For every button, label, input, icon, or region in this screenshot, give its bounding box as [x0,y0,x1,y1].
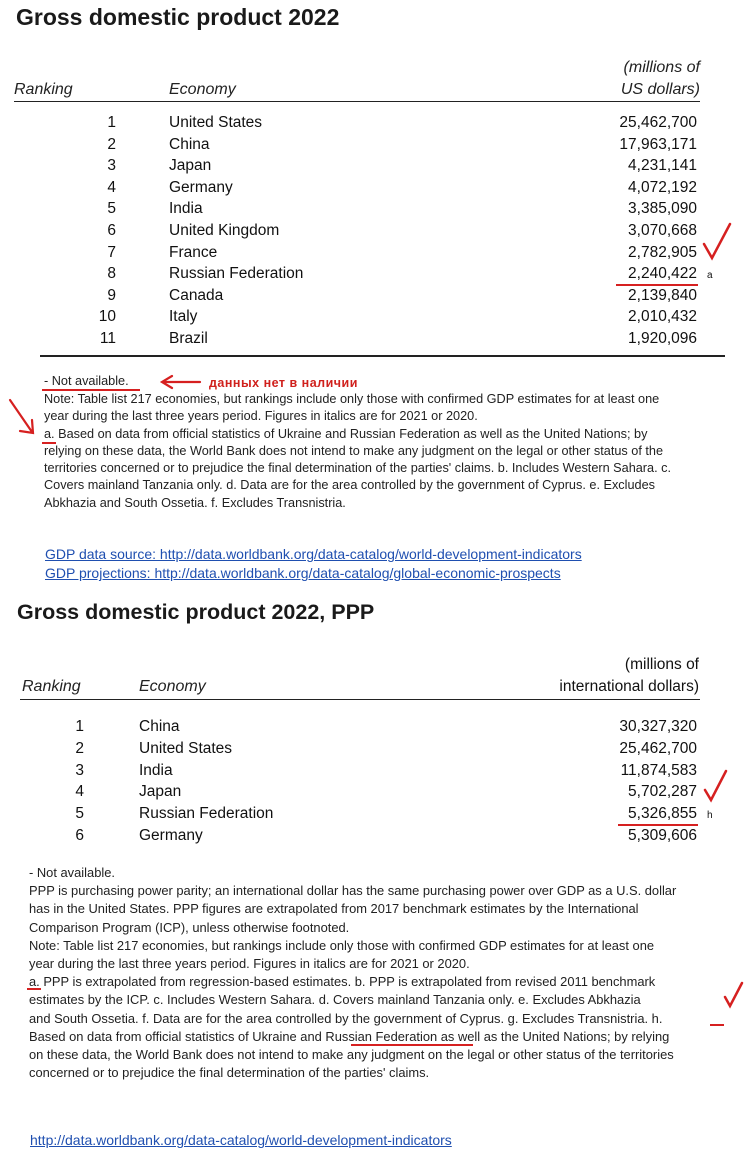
economy-cell: France [169,243,218,261]
red-arrow-left-icon [158,374,202,390]
footnote-marker: a [707,270,713,282]
table-row [0,803,751,824]
value-cell: 2,782,905 [628,243,697,261]
ppp-notes [29,864,676,1082]
table-row [0,306,751,327]
rank-cell: 5 [75,805,84,823]
table-row [0,263,751,284]
table-row [0,134,751,155]
value-cell: 2,010,432 [628,308,697,326]
rank-cell: 6 [75,827,84,844]
header-rule [14,101,700,102]
gdp-ppp-title: Gross domestic product 2022, PPP [17,600,375,624]
units-header-line2: US dollars) [620,81,700,98]
ppp-note-line: and South Ossetia. f. Data are for the area controlled by the government of Cyprus. g. Excludes Transnistria. h. [29,1010,663,1026]
rank-cell: 3 [107,157,116,175]
gdp-title: Gross domestic product 2022 [16,4,340,30]
table-row [0,825,751,846]
table-row [0,738,751,759]
value-cell: 2,240,422 [628,265,697,283]
gdp-note-line: Covers mainland Tanzania only. d. Data are for the area controlled by the government of Cyprus. e. Excludes [44,478,655,493]
value-cell: 2,139,840 [628,286,697,304]
ppp-units-header-line1: (millions of [624,656,699,673]
red-underline-russia [616,284,698,286]
rank-cell: 11 [99,330,116,347]
economy-cell: China [169,135,210,153]
value-cell: 25,462,700 [619,114,697,131]
value-cell: 5,326,855 [628,805,697,823]
economy-cell: India [169,200,203,218]
value-cell: 5,309,606 [628,827,697,844]
value-cell: 3,385,090 [628,200,697,218]
rank-cell: 8 [107,265,116,283]
ppp-note-line: Based on data from official statistics of Ukraine and Russian Federation as well as the United Nations; by relying [29,1028,670,1044]
russian-annotation: данных нет в наличии [209,376,358,390]
red-underline-footnote-h [710,1024,724,1026]
ppp-note-line: concerned or to prejudice the final determination of the parties' claims. [29,1065,430,1081]
gdp-note-line: year during the last three years period. Figures in italics are for 2021 or 2020. [44,409,478,424]
value-cell: 4,072,192 [628,178,697,196]
red-underline-russia-ppp [618,824,698,826]
economy-cell: Brazil [169,330,208,347]
table-row [0,155,751,176]
rank-cell: 2 [107,135,116,153]
table-row [0,328,751,349]
rank-cell: 1 [75,718,84,735]
ppp-units-header-line2: international dollars) [559,678,699,695]
economy-cell: Italy [169,308,198,326]
value-cell: 11,874,583 [620,761,697,779]
ppp-ranking-header: Ranking [22,678,81,695]
gdp-projections-link[interactable]: GDP projections: http://data.worldbank.org/data-catalog/global-economic-prospects [45,565,561,581]
economy-cell: Germany [139,827,203,844]
economy-cell: United States [169,114,263,131]
ppp-note-line: on these data, the World Bank does not intend to make any judgment on the legal or other status of the territories [29,1047,674,1063]
economy-cell: Canada [169,286,224,304]
rank-cell: 3 [75,761,84,779]
not-available-label: - Not available. [44,374,129,388]
rank-cell: 4 [75,783,84,801]
table-row [0,760,751,781]
rank-cell: 2 [75,739,84,757]
ppp-header-rule [20,699,700,700]
red-checkmark-ppp-icon [702,768,730,806]
footnote-marker: h [707,810,713,822]
rank-cell: 9 [107,286,116,304]
table-row [0,198,751,219]
value-cell: 30,327,320 [619,718,697,735]
gdp-note-line: a. Based on data from official statistics of Ukraine and Russian Federation as well as the United Nations; by [44,426,648,441]
table-row [0,220,751,241]
gdp-data-source-link[interactable]: GDP data source: http://data.worldbank.org/data-catalog/world-development-indicators [45,546,582,562]
table-row [0,242,751,263]
value-cell: 4,231,141 [628,157,697,175]
red-checkmark-icon [700,220,740,265]
ppp-economy-header: Economy [139,678,206,695]
rank-cell: 5 [107,200,116,218]
economy-cell: Japan [139,783,182,801]
value-cell: 5,702,287 [628,783,697,801]
rank-cell: 6 [107,222,116,239]
gdp-note-line: Abkhazia and South Ossetia. f. Excludes Transnistria. [44,495,346,510]
table-row [0,285,751,306]
table-row [0,781,751,802]
red-arrow-down-right-icon [6,396,40,440]
rank-cell: 1 [107,114,116,131]
red-underline-russian-federation [351,1044,473,1046]
ppp-note-line: has in the United States. PPP figures are extrapolated from 2017 benchmark estimates by the International [29,901,639,917]
ppp-note-line: PPP is purchasing power parity; an international dollar has the same purchasing power over GDP as a U.S. dollar [29,883,677,899]
value-cell: 3,070,668 [628,222,697,239]
ppp-note-line: - Not available. [29,865,115,880]
units-header-line1: (millions of [623,59,700,76]
economy-cell: China [139,718,180,735]
economy-cell: Japan [169,157,212,175]
table-bottom-rule [40,355,725,357]
ppp-note-line: a. PPP is extrapolated from regression-based estimates. b. PPP is extrapolated from revised 2011 benchmark [29,974,656,990]
economy-cell: India [139,761,173,779]
ppp-note-line: year during the last three years period. Figures in italics are for 2021 or 2020. [29,956,470,972]
gdp-notes [44,391,671,512]
ppp-note-line: Note: Table list 217 economies, but rankings include only those with confirmed GDP estimates for at least one [29,937,655,953]
economy-cell: United States [139,739,233,757]
red-checkmark-note-icon [722,980,746,1010]
economy-cell: United Kingdom [169,222,280,239]
value-cell: 17,963,171 [619,135,697,153]
economy-header: Economy [169,81,236,98]
gdp-note-line: Note: Table list 217 economies, but rankings include only those with confirmed GDP estimates for at least one [44,392,660,406]
rank-cell: 4 [107,178,116,196]
ppp-note-line: estimates by the ICP. c. Includes Western Sahara. d. Covers mainland Tanzania only. e. Excludes Abkhazia [29,992,641,1008]
value-cell: 1,920,096 [628,330,697,347]
gdp-note-line: territories concerned or to prejudice the final determination of the parties' claims. b. Includes Western Sahara. c. [44,461,672,476]
rank-cell: 10 [98,308,116,326]
table-row [0,112,751,133]
red-underline-footnote-a [42,442,56,444]
economy-cell: Germany [169,178,233,196]
red-underline-footnote-a-ppp [27,988,41,990]
economy-cell: Russian Federation [169,265,304,283]
ppp-note-line: Comparison Program (ICP), unless otherwise footnoted. [29,919,350,935]
ranking-header: Ranking [14,81,73,98]
table-row [0,716,751,737]
gdp-note-line: relying on these data, the World Bank does not intend to make any judgment on the legal or other status of the [44,443,664,458]
value-cell: 25,462,700 [619,739,697,757]
rank-cell: 7 [107,243,116,261]
economy-cell: Russian Federation [139,805,274,823]
wdi-link[interactable]: http://data.worldbank.org/data-catalog/world-development-indicators [30,1132,452,1148]
table-row [0,177,751,198]
